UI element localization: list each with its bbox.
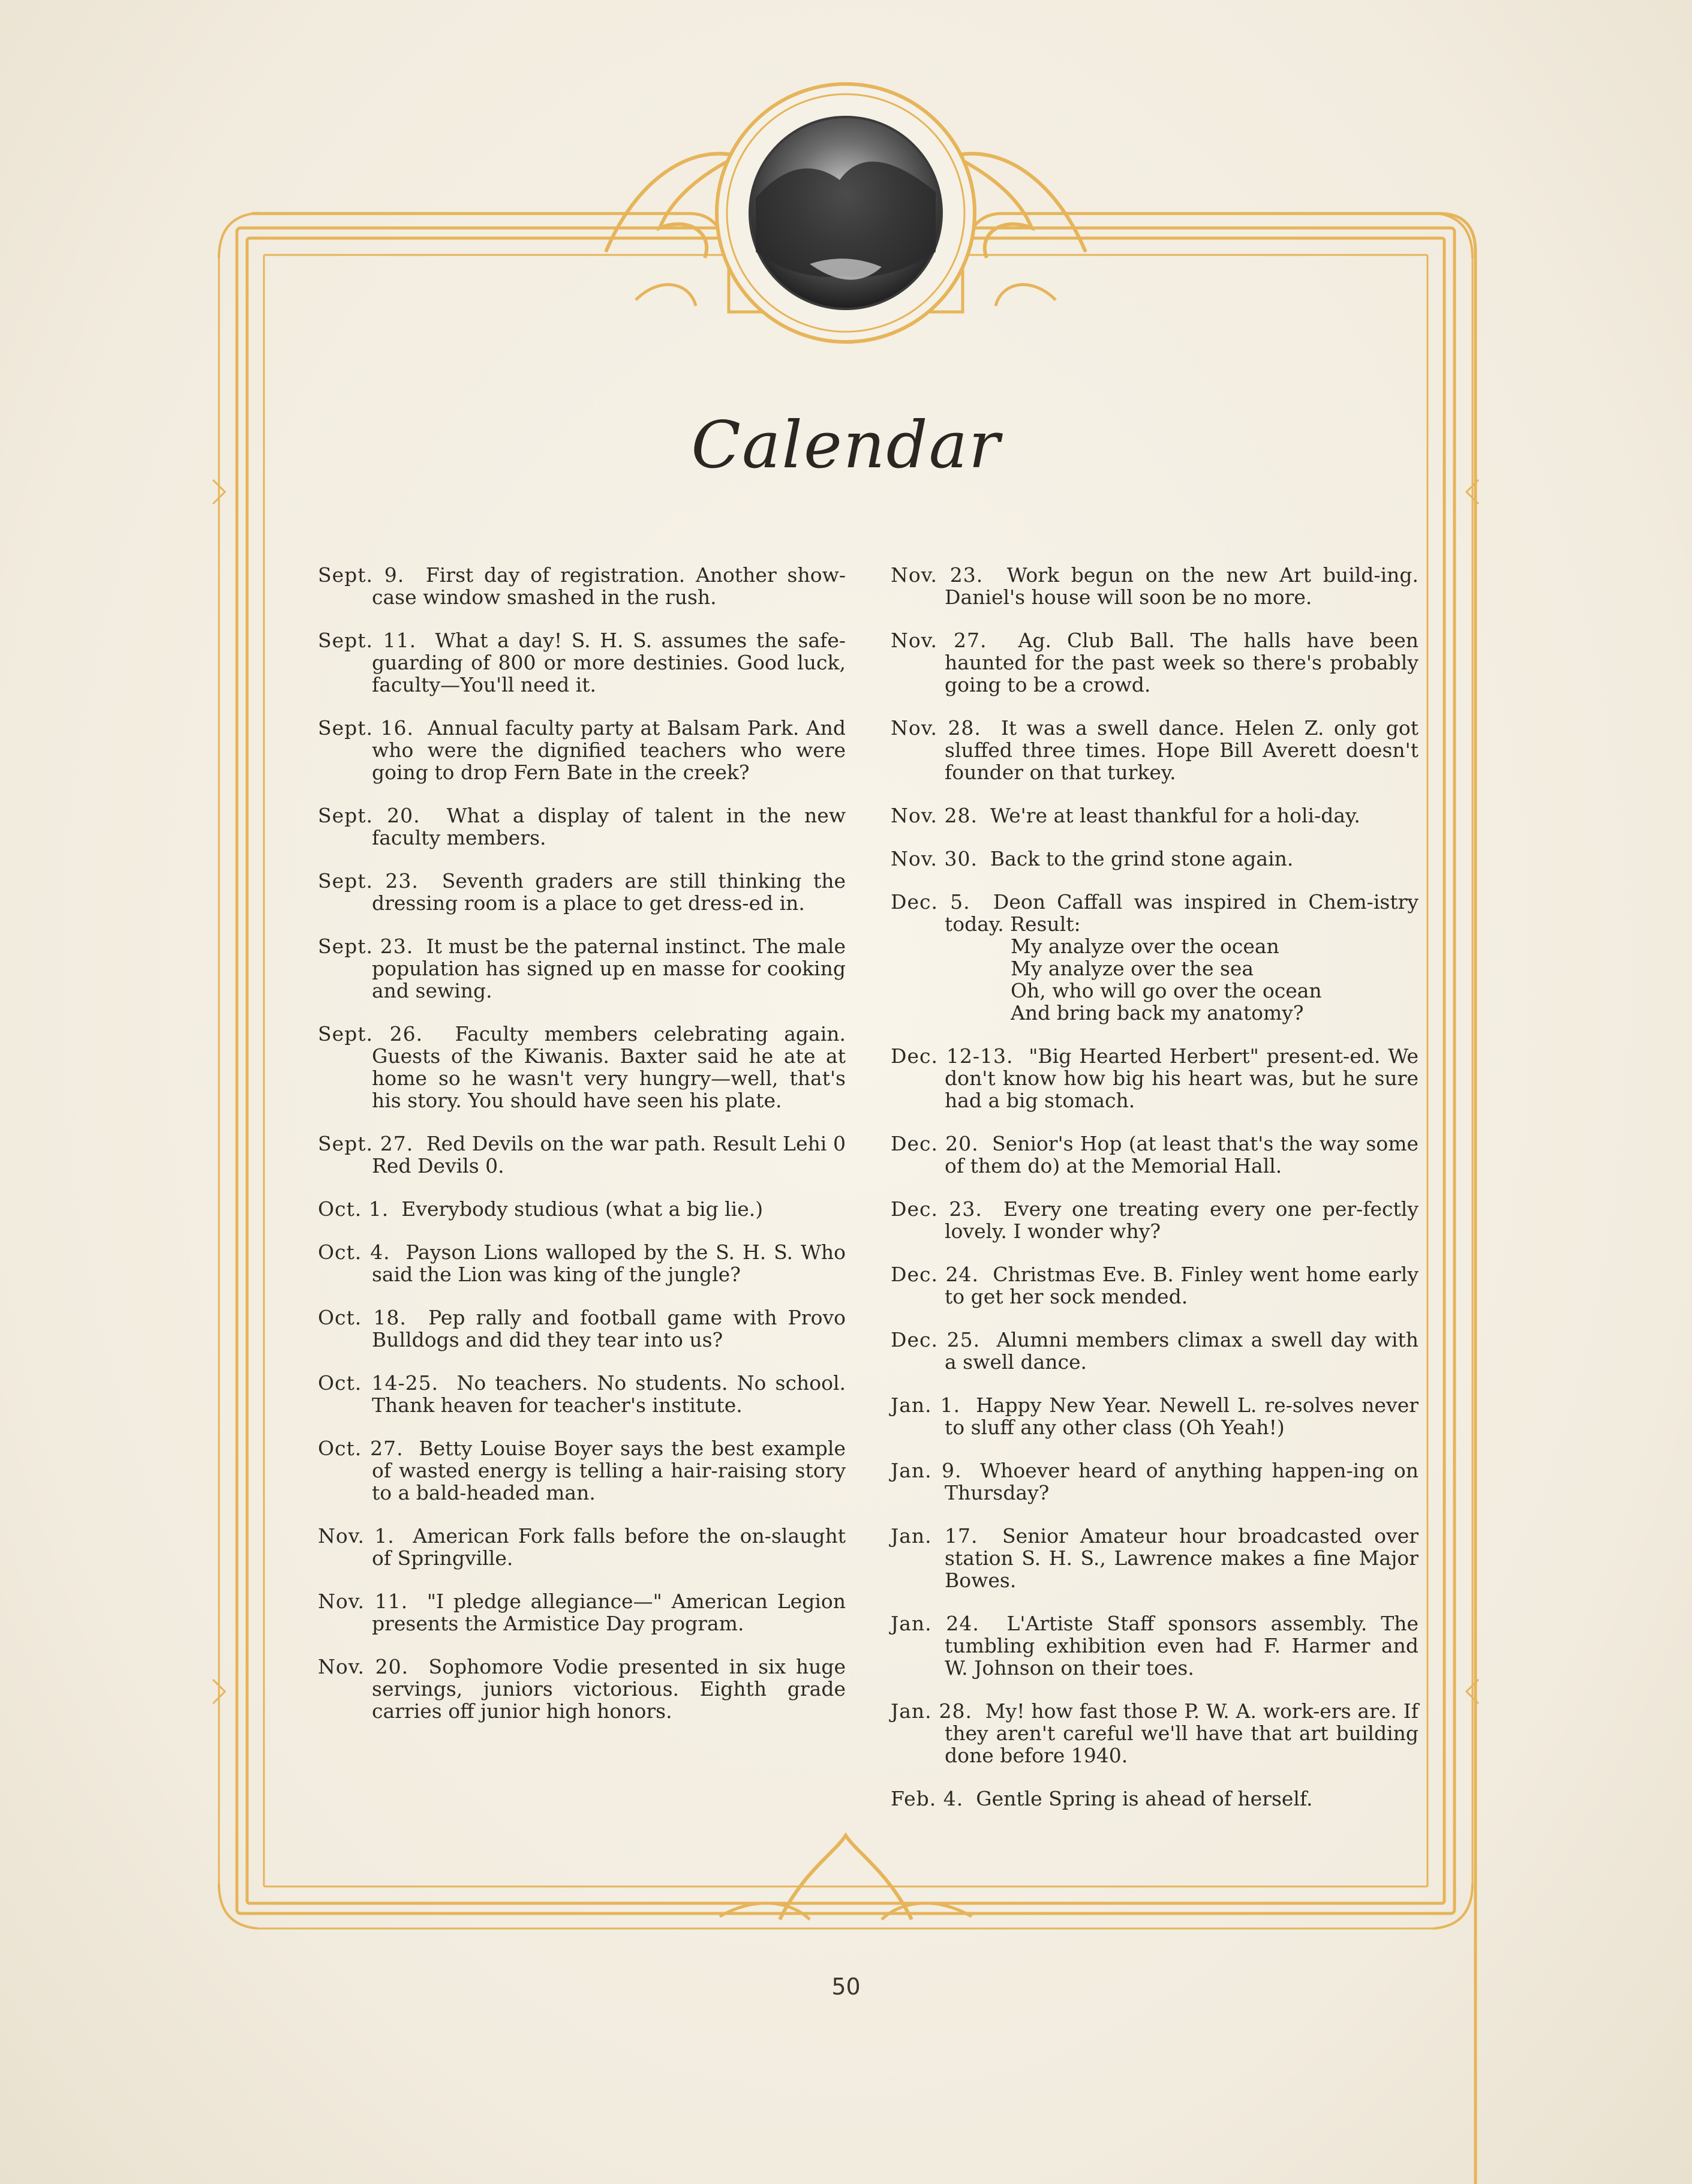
calendar-right-column [891, 564, 1418, 1831]
entry-date: Nov. 28. [891, 804, 978, 827]
calendar-left-column [318, 564, 846, 1743]
entry-date: Dec. 24. [891, 1263, 979, 1286]
calendar-entry [318, 870, 846, 914]
poem-line: Oh, who will go over the ocean [1011, 979, 1322, 1002]
entry-date: Dec. 5. [891, 890, 970, 914]
calendar-entry [891, 1263, 1418, 1308]
calendar-entry [318, 1437, 846, 1504]
entry-date: Oct. 18. [318, 1306, 407, 1329]
entry-text: Everybody studious (what a big lie.) [401, 1197, 764, 1221]
entry-date: Sept. 11. [318, 629, 417, 652]
entry-date: Oct. 14-25. [318, 1371, 439, 1395]
calendar-entry [891, 891, 1418, 1024]
entry-text: Betty Louise Boyer says the best example of wasted energy is telling a hair-raising story to a bald-headed man. [372, 1437, 846, 1504]
entry-text: Every one treating every one per-fectly lovely. I wonder why? [945, 1197, 1418, 1243]
poem-line: My analyze over the sea [1011, 957, 1254, 980]
calendar-entry [318, 1198, 846, 1220]
entry-text: Senior's Hop (at least that's the way some of them do) at the Memorial Hall. [945, 1132, 1419, 1177]
entry-text: Deon Caffall was inspired in Chem-istry today. Result: [945, 890, 1418, 936]
entry-text: We're at least thankful for a holi-day. [990, 804, 1360, 827]
calendar-entry [891, 804, 1418, 827]
entry-date: Sept. 20. [318, 804, 420, 827]
calendar-entry [891, 1459, 1418, 1504]
entry-text: Senior Amateur hour broadcasted over station S. H. S., Lawrence makes a fine Major Bowes. [945, 1524, 1418, 1592]
calendar-entry [318, 1023, 846, 1111]
entry-text: Christmas Eve. B. Finley went home early to get her sock mended. [945, 1263, 1419, 1308]
calendar-entry [891, 1788, 1418, 1810]
calendar-entry [318, 1241, 846, 1285]
entry-text: Sophomore Vodie presented in six huge servings, juniors victorious. Eighth grade carries off junior high honors. [372, 1655, 846, 1723]
calendar-entry [891, 1700, 1418, 1767]
entry-date: Nov. 11. [318, 1590, 408, 1613]
entry-text: Payson Lions walloped by the S. H. S. Who said the Lion was king of the jungle? [372, 1240, 846, 1286]
calendar-entry [891, 1394, 1418, 1438]
entry-text: Gentle Spring is ahead of herself. [976, 1787, 1313, 1810]
calendar-entry [318, 1372, 846, 1416]
entry-text: Annual faculty party at Balsam Park. And who were the dignified teachers who were going to drop Fern Bate in the creek? [372, 716, 846, 784]
entry-text: L'Artiste Staff sponsors assembly. The tumbling exhibition even had F. Harmer and W. Johnson on their toes. [945, 1612, 1418, 1680]
calendar-entry [891, 1612, 1418, 1679]
calendar-entry [891, 1132, 1418, 1177]
page-number: 50 [831, 1973, 861, 2000]
entry-poem [945, 935, 1418, 1024]
entry-date: Jan. 1. [891, 1393, 961, 1417]
entry-date: Sept. 23. [318, 935, 414, 958]
entry-text: Faculty members celebrating again. Guests of the Kiwanis. Baxter said he ate at home so he wasn't very hungry—well, that's his story. You should have seen his plate. [372, 1022, 846, 1112]
entry-text: Work begun on the new Art build-ing. Daniel's house will soon be no more. [945, 563, 1418, 609]
entry-text: "I pledge allegiance—" American Legion presents the Armistice Day program. [372, 1590, 846, 1635]
entry-date: Sept. 26. [318, 1022, 423, 1046]
calendar-entry [891, 1329, 1418, 1373]
calendar-entry [891, 629, 1418, 696]
entry-date: Dec. 20. [891, 1132, 979, 1155]
entry-date: Jan. 28. [891, 1699, 973, 1723]
entry-date: Sept. 23. [318, 869, 419, 893]
calendar-entry [318, 1525, 846, 1569]
calendar-entry [318, 629, 846, 696]
calendar-entry [891, 717, 1418, 783]
entry-text: Happy New Year. Newell L. re-solves never to sluff any other class (Oh Yeah!) [945, 1393, 1418, 1439]
entry-text: Pep rally and football game with Provo Bulldogs and did they tear into us? [372, 1306, 846, 1351]
entry-date: Dec. 12-13. [891, 1044, 1014, 1068]
poem-line: And bring back my anatomy? [1011, 1001, 1304, 1025]
entry-date: Sept. 9. [318, 563, 405, 587]
calendar-entry [318, 935, 846, 1002]
calendar-entry [891, 848, 1418, 870]
entry-date: Sept. 16. [318, 716, 414, 740]
entry-date: Feb. 4. [891, 1787, 964, 1810]
entry-text: Back to the grind stone again. [990, 847, 1294, 870]
circular-landscape-photo [750, 117, 942, 309]
calendar-entry [318, 1590, 846, 1635]
entry-date: Nov. 27. [891, 629, 987, 652]
entry-text: Alumni members climax a swell day with a swell dance. [945, 1328, 1419, 1374]
page-title: Calendar [691, 408, 1001, 483]
calendar-entry [891, 564, 1418, 608]
entry-text: Red Devils on the war path. Result Lehi 0 Red Devils 0. [372, 1132, 846, 1177]
entry-date: Jan. 9. [891, 1459, 962, 1482]
entry-text: No teachers. No students. No school. Thank heaven for teacher's institute. [372, 1371, 846, 1417]
entry-text: American Fork falls before the on-slaught of Springville. [372, 1524, 846, 1570]
entry-date: Jan. 24. [891, 1612, 979, 1635]
calendar-entry [318, 1656, 846, 1722]
entry-date: Nov. 20. [318, 1655, 409, 1678]
entry-text: Whoever heard of anything happen-ing on Thursday? [945, 1459, 1419, 1504]
calendar-entry [318, 564, 846, 608]
entry-date: Jan. 17. [891, 1524, 978, 1548]
entry-text: What a day! S. H. S. assumes the safe-guarding of 800 or more destinies. Good luck, faculty—You'll need it. [372, 629, 846, 696]
entry-date: Nov. 23. [891, 563, 984, 587]
entry-text: My! how fast those P. W. A. work-ers are. If they aren't careful we'll have that art building done before 1940. [945, 1699, 1419, 1767]
calendar-entry [318, 1306, 846, 1351]
entry-text: Ag. Club Ball. The halls have been haunted for the past week so there's probably going to be a crowd. [945, 629, 1418, 696]
entry-text: It must be the paternal instinct. The male population has signed up en masse for cooking and sewing. [372, 935, 846, 1002]
calendar-entry [891, 1525, 1418, 1591]
entry-date: Nov. 30. [891, 847, 978, 870]
entry-date: Oct. 4. [318, 1240, 390, 1264]
entry-text: Seventh graders are still thinking the dressing room is a place to get dress-ed in. [372, 869, 846, 915]
calendar-entry [891, 1045, 1418, 1111]
entry-text: It was a swell dance. Helen Z. only got sluffed three times. Hope Bill Averett doesn't founder on that turkey. [945, 716, 1418, 784]
entry-date: Nov. 28. [891, 716, 981, 740]
calendar-entry [318, 717, 846, 783]
entry-date: Dec. 23. [891, 1197, 982, 1221]
entry-text: First day of registration. Another show-case window smashed in the rush. [372, 563, 846, 609]
entry-date: Dec. 25. [891, 1328, 981, 1351]
entry-date: Oct. 1. [318, 1197, 389, 1221]
entry-text: What a display of talent in the new faculty members. [372, 804, 846, 849]
entry-date: Oct. 27. [318, 1437, 404, 1460]
calendar-entry [318, 1132, 846, 1177]
entry-text: "Big Hearted Herbert" present-ed. We don't know how big his heart was, but he sure had a big stomach. [945, 1044, 1418, 1112]
calendar-entry [891, 1198, 1418, 1242]
entry-date: Nov. 1. [318, 1524, 395, 1548]
entry-date: Sept. 27. [318, 1132, 414, 1155]
calendar-entry [318, 804, 846, 849]
poem-line: My analyze over the ocean [1011, 935, 1279, 958]
